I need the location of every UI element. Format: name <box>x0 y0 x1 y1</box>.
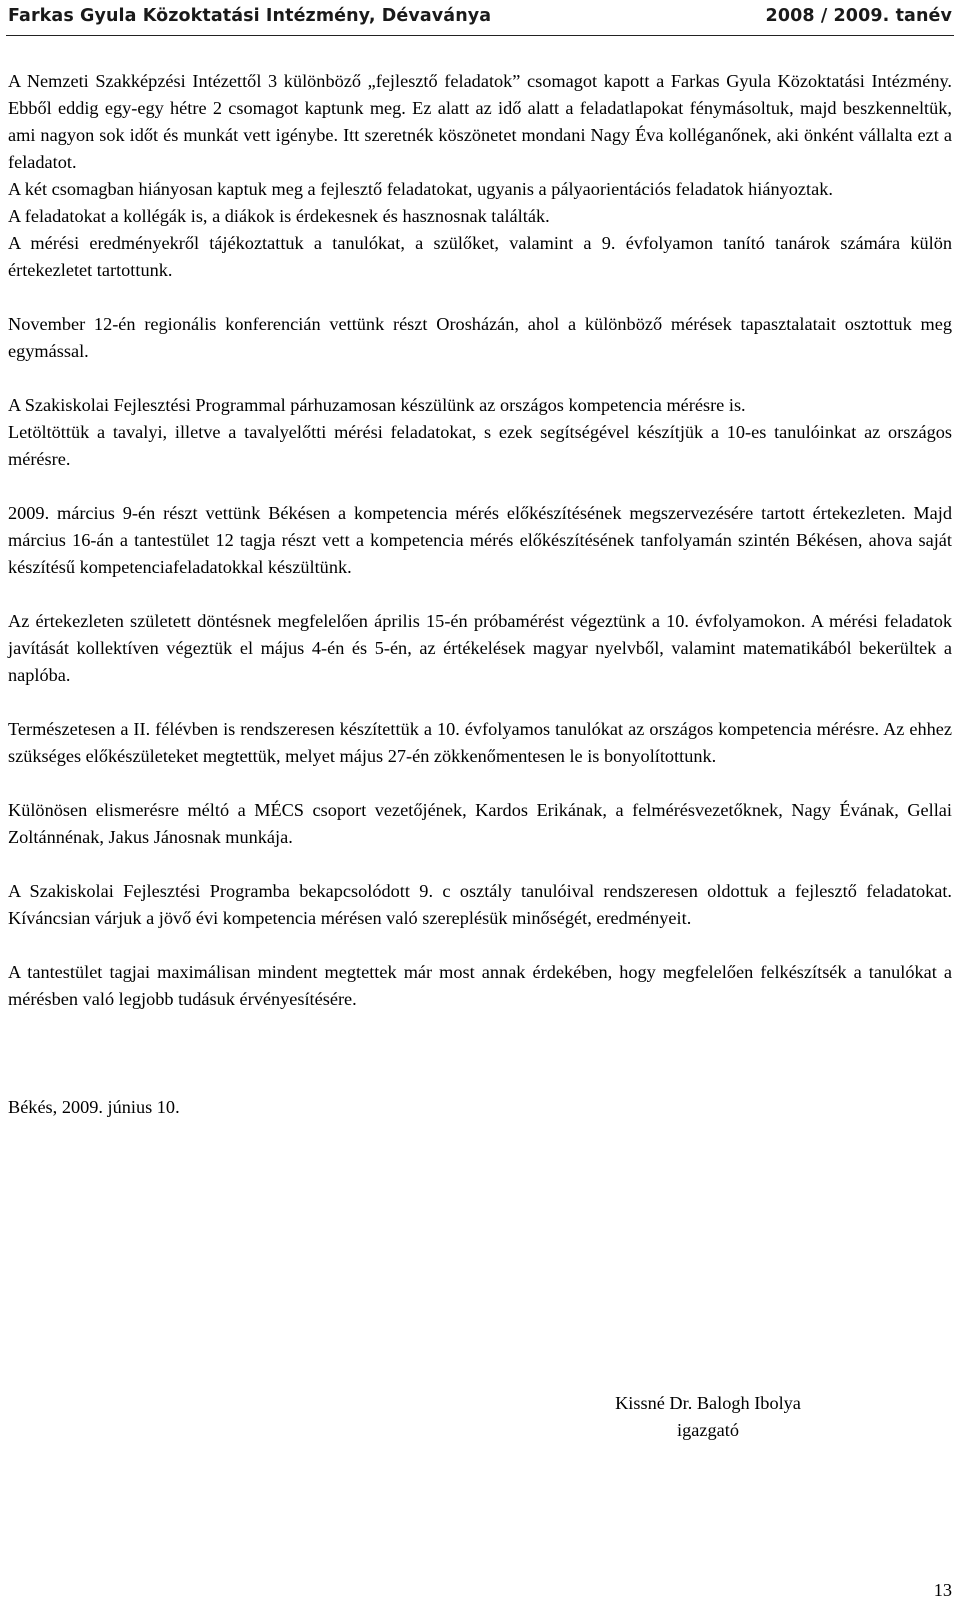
page-header <box>0 0 960 40</box>
paragraph-march-meeting: 2009. március 9-én részt vettünk Békésen a kompetencia mérés előkészítésének megszervezésére tartott értekezleten. Majd március 16-án a tantestület 12 tagja részt vett a kompetencia mérés előkészítésének tanfolyamán szintén Békésen, ahova saját készítésű kompetenciafeladatokkal készültünk. <box>8 503 952 577</box>
paragraph-nszi-packages: A Nemzeti Szakképzési Intézettől 3 különböző „fejlesztő feladatok” csomagot kapott a Farkas Gyula Közoktatási Intézmény. Ebből eddig egy-egy hétre 2 csomagot kaptunk meg. Ez alatt az idő alatt a feladatlapokat fénymásoltuk, majd beszkenneltük, ami nagyon sok időt és munkát vett igénybe. Itt szeretnék köszönetet mondani Nagy Éva kolléganőnek, aki önként vállalta ezt a feladatot. <box>8 71 952 172</box>
paragraph-9c-class: A Szakiskolai Fejlesztési Programba bekapcsolódott 9. c osztály tanulóival rendszeresen oldottuk a fejlesztő feladatokat. Kíváncsian várjuk a jövő évi kompetencia mérésen való szereplésük minőségét, eredményeit. <box>8 881 952 928</box>
page-number: 13 <box>933 1580 952 1600</box>
paragraph-conference: November 12-én regionális konferencián vettünk részt Orosházán, ahol a különböző mérések tapasztalatait osztottuk meg egymással. <box>8 314 952 361</box>
place-and-date: Békés, 2009. június 10. <box>8 1097 180 1117</box>
header-institution: Farkas Gyula Közoktatási Intézmény, Dévaványa <box>8 6 492 26</box>
signatory-name: Kissné Dr. Balogh Ibolya <box>615 1393 801 1413</box>
signature-block <box>583 1390 833 1444</box>
paragraph-feedback: A feladatokat a kollégák is, a diákok is érdekesnek és hasznosnak találták. <box>8 206 550 226</box>
header-school-year: 2008 / 2009. tanév <box>765 6 952 26</box>
paragraph-missing-tasks: A két csomagban hiányosan kaptuk meg a fejlesztő feladatokat, ugyanis a pályaorientációs feladatok hiányoztak. <box>8 179 833 199</box>
paragraph-second-semester: Természetesen a II. félévben is rendszeresen készítettük a 10. évfolyamos tanulókat az országos kompetencia mérésre. Az ehhez szükséges előkészületeket megtettük, melyet május 27-én zökkenőmentesen le is bonyolítottunk. <box>8 719 952 766</box>
paragraph-staff-effort: A tantestület tagjai maximálisan mindent megtettek már most annak érdekében, hogy megfelelően felkészítsék a tanulókat a mérésben való legjobb tudásuk érvényesítésére. <box>8 962 952 1009</box>
paragraph-competence-prep: A Szakiskolai Fejlesztési Programmal párhuzamosan készülünk az országos kompetencia mérésre is. <box>8 395 746 415</box>
paragraph-results-info: A mérési eredményekről tájékoztattuk a tanulókat, a szülőket, valamint a 9. évfolyamon tanító tanárok számára külön értekezletet tartottunk. <box>8 233 952 280</box>
header-divider <box>6 35 954 36</box>
signatory-title: igazgató <box>677 1420 739 1440</box>
paragraph-acknowledgement: Különösen elismerésre méltó a MÉCS csoport vezetőjének, Kardos Erikának, a felmérésvezetőknek, Nagy Évának, Gellai Zoltánnénak, Jakus Jánosnak munkája. <box>8 800 952 847</box>
document-body <box>8 68 952 1121</box>
paragraph-downloaded-tasks: Letöltöttük a tavalyi, illetve a tavalyelőtti mérési feladatokat, s ezek segítségével készítjük a 10-es tanulóinkat az országos mérésre. <box>8 422 952 469</box>
paragraph-pilot-test: Az értekezleten született döntésnek megfelelően április 15-én próbamérést végeztünk a 10. évfolyamokon. A mérési feladatok javítását kollektíven végeztük el május 4-én és 5-én, az értékelések magyar nyelvből, valamint matematikából bekerültek a naplóba. <box>8 611 952 685</box>
